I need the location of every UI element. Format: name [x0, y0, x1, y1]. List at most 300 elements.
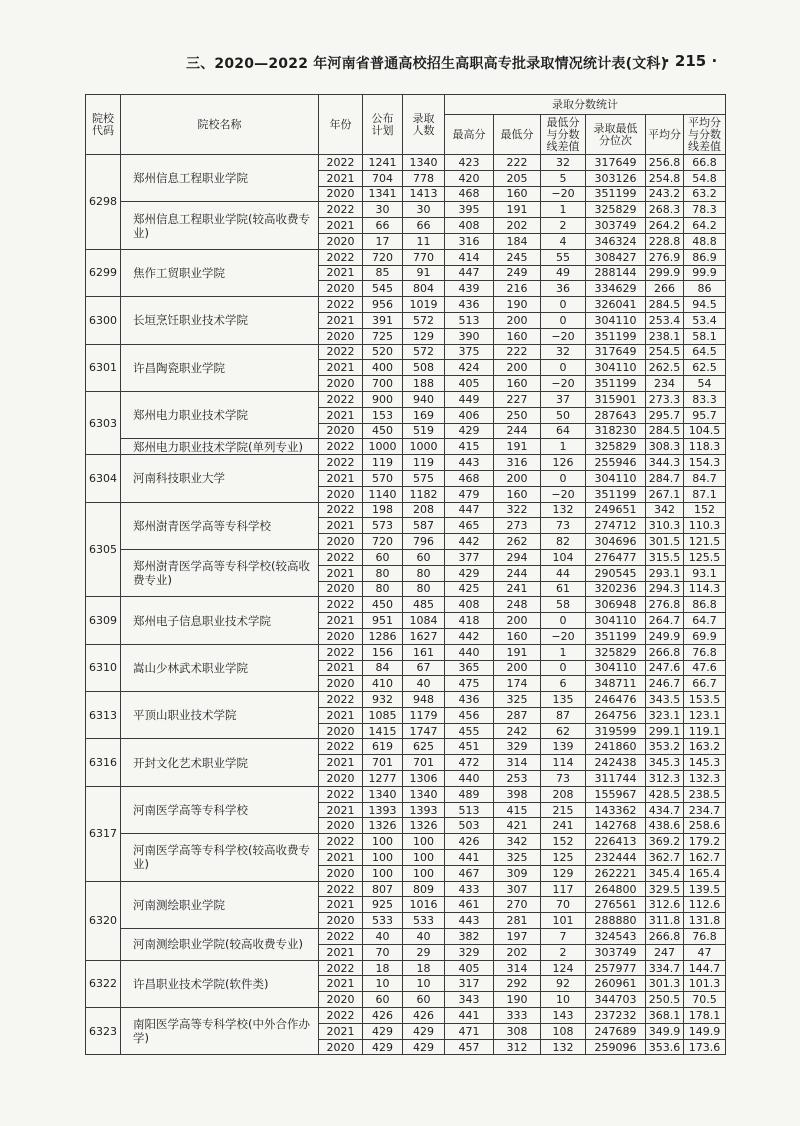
min-diff-cell: 108: [541, 1023, 586, 1039]
avg-diff-cell: 95.7: [684, 407, 726, 423]
year-cell: 2021: [319, 802, 363, 818]
min-score-cell: 262: [494, 534, 541, 550]
min-score-cell: 190: [494, 297, 541, 313]
min-diff-cell: 132: [541, 502, 586, 518]
min-rank-cell: 241860: [586, 739, 646, 755]
table-row: [86, 960, 726, 976]
admitted-cell: 169: [403, 407, 445, 423]
avg-diff-cell: 152: [684, 502, 726, 518]
min-rank-cell: 303126: [586, 170, 646, 186]
admitted-cell: 519: [403, 423, 445, 439]
min-score-cell: 174: [494, 676, 541, 692]
plan-cell: 10: [363, 976, 403, 992]
admitted-cell: 10: [403, 976, 445, 992]
avg-score-cell: 238.1: [646, 328, 684, 344]
institution-code: 6310: [86, 644, 121, 691]
min-score-cell: 200: [494, 470, 541, 486]
year-cell: 2022: [319, 1008, 363, 1024]
table-row: [86, 786, 726, 802]
avg-score-cell: 284.7: [646, 470, 684, 486]
avg-score-cell: 234: [646, 376, 684, 392]
plan-cell: 426: [363, 1008, 403, 1024]
max-score-cell: 418: [445, 613, 494, 629]
min-diff-cell: −20: [541, 376, 586, 392]
institution-code: 6300: [86, 297, 121, 344]
avg-diff-cell: 86.9: [684, 249, 726, 265]
avg-score-cell: 247: [646, 944, 684, 960]
min-score-cell: 316: [494, 455, 541, 471]
min-rank-cell: 232444: [586, 850, 646, 866]
year-cell: 2021: [319, 407, 363, 423]
admitted-cell: 29: [403, 944, 445, 960]
min-diff-cell: 152: [541, 834, 586, 850]
avg-diff-cell: 123.1: [684, 707, 726, 723]
avg-diff-cell: 84.7: [684, 470, 726, 486]
max-score-cell: 329: [445, 944, 494, 960]
admitted-cell: 1393: [403, 802, 445, 818]
min-rank-cell: 264756: [586, 707, 646, 723]
admitted-cell: 625: [403, 739, 445, 755]
min-score-cell: 314: [494, 960, 541, 976]
avg-diff-cell: 94.5: [684, 297, 726, 313]
min-score-cell: 227: [494, 391, 541, 407]
admitted-cell: 1084: [403, 613, 445, 629]
max-score-cell: 436: [445, 692, 494, 708]
institution-name: 河南医学高等专科学校: [121, 786, 319, 833]
avg-score-cell: 254.8: [646, 170, 684, 186]
avg-score-cell: 254.5: [646, 344, 684, 360]
min-rank-cell: 326041: [586, 297, 646, 313]
avg-diff-cell: 70.5: [684, 992, 726, 1008]
min-score-cell: 249: [494, 265, 541, 281]
min-score-cell: 329: [494, 739, 541, 755]
min-rank-cell: 346324: [586, 233, 646, 249]
avg-diff-cell: 162.7: [684, 850, 726, 866]
avg-diff-cell: 131.8: [684, 913, 726, 929]
min-rank-cell: 290545: [586, 565, 646, 581]
avg-diff-cell: 238.5: [684, 786, 726, 802]
plan-cell: 84: [363, 660, 403, 676]
min-score-cell: 160: [494, 328, 541, 344]
plan-cell: 66: [363, 218, 403, 234]
avg-score-cell: 273.3: [646, 391, 684, 407]
min-diff-cell: 87: [541, 707, 586, 723]
min-score-cell: 250: [494, 407, 541, 423]
admitted-cell: 426: [403, 1008, 445, 1024]
min-rank-cell: 318230: [586, 423, 646, 439]
avg-diff-cell: 64.5: [684, 344, 726, 360]
min-diff-cell: 124: [541, 960, 586, 976]
year-cell: 2020: [319, 676, 363, 692]
institution-code: 6309: [86, 597, 121, 644]
table-row: [86, 155, 726, 171]
max-score-cell: 375: [445, 344, 494, 360]
max-score-cell: 442: [445, 628, 494, 644]
institution-name: 郑州电力职业技术学院: [121, 391, 319, 438]
avg-score-cell: 247.6: [646, 660, 684, 676]
avg-score-cell: 266: [646, 281, 684, 297]
year-cell: 2022: [319, 834, 363, 850]
admitted-cell: 1340: [403, 786, 445, 802]
max-score-cell: 440: [445, 644, 494, 660]
min-rank-cell: 288144: [586, 265, 646, 281]
max-score-cell: 479: [445, 486, 494, 502]
year-cell: 2021: [319, 565, 363, 581]
min-score-cell: 202: [494, 944, 541, 960]
institution-code: 6322: [86, 960, 121, 1007]
max-score-cell: 465: [445, 518, 494, 534]
plan-cell: 1415: [363, 723, 403, 739]
year-cell: 2021: [319, 944, 363, 960]
admitted-cell: 161: [403, 644, 445, 660]
page-title: 三、2020—2022 年河南省普通高校招生高职高专批录取情况统计表(文科): [186, 56, 668, 72]
admitted-cell: 804: [403, 281, 445, 297]
table-row: [86, 644, 726, 660]
avg-diff-cell: 163.2: [684, 739, 726, 755]
avg-diff-cell: 66.7: [684, 676, 726, 692]
min-diff-cell: 0: [541, 470, 586, 486]
table-row: [86, 297, 726, 313]
min-diff-cell: 101: [541, 913, 586, 929]
max-score-cell: 503: [445, 818, 494, 834]
max-score-cell: 468: [445, 470, 494, 486]
min-score-cell: 184: [494, 233, 541, 249]
table-row: [86, 834, 726, 850]
avg-diff-cell: 99.9: [684, 265, 726, 281]
min-score-cell: 253: [494, 771, 541, 787]
plan-cell: 720: [363, 249, 403, 265]
min-rank-cell: 308427: [586, 249, 646, 265]
year-cell: 2021: [319, 707, 363, 723]
min-diff-cell: 139: [541, 739, 586, 755]
max-score-cell: 449: [445, 391, 494, 407]
min-rank-cell: 320236: [586, 581, 646, 597]
min-diff-cell: 0: [541, 297, 586, 313]
plan-cell: 18: [363, 960, 403, 976]
max-score-cell: 472: [445, 755, 494, 771]
min-rank-cell: 344703: [586, 992, 646, 1008]
min-rank-cell: 246476: [586, 692, 646, 708]
min-rank-cell: 304696: [586, 534, 646, 550]
min-score-cell: 415: [494, 802, 541, 818]
plan-cell: 156: [363, 644, 403, 660]
min-diff-cell: 64: [541, 423, 586, 439]
year-cell: 2021: [319, 218, 363, 234]
avg-score-cell: 294.3: [646, 581, 684, 597]
min-diff-cell: 0: [541, 360, 586, 376]
min-diff-cell: 6: [541, 676, 586, 692]
min-diff-cell: 55: [541, 249, 586, 265]
plan-cell: 520: [363, 344, 403, 360]
min-score-cell: 325: [494, 850, 541, 866]
plan-cell: 1000: [363, 439, 403, 455]
min-diff-cell: 132: [541, 1039, 586, 1055]
plan-cell: 1277: [363, 771, 403, 787]
avg-score-cell: 315.5: [646, 549, 684, 565]
admitted-cell: 701: [403, 755, 445, 771]
min-score-cell: 200: [494, 660, 541, 676]
min-score-cell: 191: [494, 202, 541, 218]
avg-diff-cell: 54: [684, 376, 726, 392]
year-cell: 2022: [319, 549, 363, 565]
min-score-cell: 322: [494, 502, 541, 518]
min-rank-cell: 143362: [586, 802, 646, 818]
max-score-cell: 436: [445, 297, 494, 313]
min-rank-cell: 276477: [586, 549, 646, 565]
avg-diff-cell: 173.6: [684, 1039, 726, 1055]
min-rank-cell: 351199: [586, 628, 646, 644]
admitted-cell: 1326: [403, 818, 445, 834]
avg-diff-cell: 64.7: [684, 613, 726, 629]
max-score-cell: 420: [445, 170, 494, 186]
header-max-score: 最高分: [445, 115, 494, 155]
year-cell: 2020: [319, 233, 363, 249]
max-score-cell: 475: [445, 676, 494, 692]
plan-cell: 80: [363, 581, 403, 597]
plan-cell: 1326: [363, 818, 403, 834]
min-rank-cell: 325829: [586, 202, 646, 218]
table-row: [86, 455, 726, 471]
plan-cell: 1341: [363, 186, 403, 202]
min-rank-cell: 319599: [586, 723, 646, 739]
table-row: [86, 344, 726, 360]
admitted-cell: 80: [403, 565, 445, 581]
admitted-cell: 429: [403, 1023, 445, 1039]
institution-name: 郑州信息工程职业学院(较高收费专业): [121, 202, 319, 249]
admitted-cell: 1182: [403, 486, 445, 502]
min-diff-cell: 117: [541, 881, 586, 897]
admitted-cell: 485: [403, 597, 445, 613]
min-diff-cell: 135: [541, 692, 586, 708]
min-score-cell: 309: [494, 865, 541, 881]
avg-diff-cell: 165.4: [684, 865, 726, 881]
admitted-cell: 1413: [403, 186, 445, 202]
plan-cell: 80: [363, 565, 403, 581]
max-score-cell: 415: [445, 439, 494, 455]
table-row: [86, 692, 726, 708]
institution-code: 6313: [86, 692, 121, 739]
min-diff-cell: 70: [541, 897, 586, 913]
avg-score-cell: 353.6: [646, 1039, 684, 1055]
min-diff-cell: 5: [541, 170, 586, 186]
max-score-cell: 455: [445, 723, 494, 739]
min-diff-cell: 2: [541, 944, 586, 960]
year-cell: 2020: [319, 1039, 363, 1055]
avg-diff-cell: 149.9: [684, 1023, 726, 1039]
admitted-cell: 533: [403, 913, 445, 929]
year-cell: 2020: [319, 186, 363, 202]
avg-score-cell: 264.2: [646, 218, 684, 234]
max-score-cell: 408: [445, 218, 494, 234]
min-score-cell: 191: [494, 439, 541, 455]
admitted-cell: 119: [403, 455, 445, 471]
admitted-cell: 100: [403, 865, 445, 881]
avg-score-cell: 362.7: [646, 850, 684, 866]
min-rank-cell: 348711: [586, 676, 646, 692]
min-score-cell: 292: [494, 976, 541, 992]
min-score-cell: 248: [494, 597, 541, 613]
year-cell: 2020: [319, 992, 363, 1008]
max-score-cell: 467: [445, 865, 494, 881]
admitted-cell: 940: [403, 391, 445, 407]
table-row: [86, 549, 726, 565]
admitted-cell: 30: [403, 202, 445, 218]
min-diff-cell: 208: [541, 786, 586, 802]
avg-diff-cell: 258.6: [684, 818, 726, 834]
min-diff-cell: 126: [541, 455, 586, 471]
year-cell: 2020: [319, 581, 363, 597]
year-cell: 2020: [319, 818, 363, 834]
avg-diff-cell: 125.5: [684, 549, 726, 565]
plan-cell: 1286: [363, 628, 403, 644]
min-score-cell: 287: [494, 707, 541, 723]
min-diff-cell: 241: [541, 818, 586, 834]
admitted-cell: 208: [403, 502, 445, 518]
avg-diff-cell: 234.7: [684, 802, 726, 818]
min-rank-cell: 304110: [586, 660, 646, 676]
institution-code: 6299: [86, 249, 121, 296]
avg-diff-cell: 139.5: [684, 881, 726, 897]
plan-cell: 153: [363, 407, 403, 423]
year-cell: 2022: [319, 597, 363, 613]
admitted-cell: 575: [403, 470, 445, 486]
max-score-cell: 377: [445, 549, 494, 565]
year-cell: 2022: [319, 297, 363, 313]
plan-cell: 410: [363, 676, 403, 692]
plan-cell: 619: [363, 739, 403, 755]
min-score-cell: 190: [494, 992, 541, 1008]
table-row: [86, 391, 726, 407]
min-score-cell: 325: [494, 692, 541, 708]
min-score-cell: 222: [494, 155, 541, 171]
admitted-cell: 11: [403, 233, 445, 249]
admitted-cell: 1016: [403, 897, 445, 913]
min-rank-cell: 317649: [586, 155, 646, 171]
avg-score-cell: 276.9: [646, 249, 684, 265]
min-score-cell: 312: [494, 1039, 541, 1055]
year-cell: 2022: [319, 202, 363, 218]
avg-score-cell: 295.7: [646, 407, 684, 423]
plan-cell: 573: [363, 518, 403, 534]
min-rank-cell: 351199: [586, 328, 646, 344]
plan-cell: 100: [363, 834, 403, 850]
avg-diff-cell: 83.3: [684, 391, 726, 407]
avg-score-cell: 243.2: [646, 186, 684, 202]
institution-name: 许昌陶瓷职业学院: [121, 344, 319, 391]
plan-cell: 700: [363, 376, 403, 392]
min-diff-cell: 104: [541, 549, 586, 565]
min-rank-cell: 351199: [586, 376, 646, 392]
institution-name: 河南测绘职业学院: [121, 881, 319, 928]
year-cell: 2021: [319, 265, 363, 281]
min-score-cell: 202: [494, 218, 541, 234]
avg-diff-cell: 144.7: [684, 960, 726, 976]
min-score-cell: 205: [494, 170, 541, 186]
min-score-cell: 160: [494, 628, 541, 644]
admitted-cell: 91: [403, 265, 445, 281]
min-rank-cell: 242438: [586, 755, 646, 771]
min-score-cell: 244: [494, 565, 541, 581]
institution-name: 郑州电子信息职业技术学院: [121, 597, 319, 644]
max-score-cell: 439: [445, 281, 494, 297]
institution-code: 6305: [86, 502, 121, 597]
admitted-cell: 796: [403, 534, 445, 550]
avg-diff-cell: 62.5: [684, 360, 726, 376]
min-diff-cell: 0: [541, 660, 586, 676]
max-score-cell: 414: [445, 249, 494, 265]
plan-cell: 570: [363, 470, 403, 486]
year-cell: 2021: [319, 850, 363, 866]
min-rank-cell: 276561: [586, 897, 646, 913]
admitted-cell: 67: [403, 660, 445, 676]
year-cell: 2022: [319, 644, 363, 660]
year-cell: 2021: [319, 660, 363, 676]
min-diff-cell: 36: [541, 281, 586, 297]
year-cell: 2020: [319, 865, 363, 881]
max-score-cell: 424: [445, 360, 494, 376]
table-row: [86, 597, 726, 613]
year-cell: 2020: [319, 328, 363, 344]
institution-name: 平顶山职业技术学院: [121, 692, 319, 739]
avg-diff-cell: 76.8: [684, 929, 726, 945]
min-score-cell: 191: [494, 644, 541, 660]
year-cell: 2020: [319, 534, 363, 550]
min-score-cell: 270: [494, 897, 541, 913]
admitted-cell: 40: [403, 676, 445, 692]
year-cell: 2021: [319, 312, 363, 328]
min-score-cell: 308: [494, 1023, 541, 1039]
max-score-cell: 405: [445, 960, 494, 976]
year-cell: 2020: [319, 723, 363, 739]
avg-score-cell: 284.5: [646, 423, 684, 439]
min-rank-cell: 304110: [586, 360, 646, 376]
min-diff-cell: 114: [541, 755, 586, 771]
year-cell: 2021: [319, 518, 363, 534]
max-score-cell: 441: [445, 1008, 494, 1024]
page-number: · 215 ·: [664, 52, 718, 70]
avg-diff-cell: 53.4: [684, 312, 726, 328]
institution-name: 开封文化艺术职业学院: [121, 739, 319, 786]
min-rank-cell: 303749: [586, 944, 646, 960]
min-diff-cell: 215: [541, 802, 586, 818]
institution-code: 6316: [86, 739, 121, 786]
max-score-cell: 443: [445, 455, 494, 471]
max-score-cell: 406: [445, 407, 494, 423]
admitted-cell: 40: [403, 929, 445, 945]
table-row: [86, 881, 726, 897]
min-diff-cell: 61: [541, 581, 586, 597]
avg-score-cell: 345.4: [646, 865, 684, 881]
institution-name: 郑州电力职业技术学院(单列专业): [121, 439, 319, 455]
institution-name: 郑州澍青医学高等专科学校: [121, 502, 319, 549]
year-cell: 2022: [319, 692, 363, 708]
year-cell: 2020: [319, 281, 363, 297]
min-rank-cell: 237232: [586, 1008, 646, 1024]
min-rank-cell: 247689: [586, 1023, 646, 1039]
max-score-cell: 425: [445, 581, 494, 597]
min-rank-cell: 317649: [586, 344, 646, 360]
admitted-cell: 572: [403, 344, 445, 360]
min-diff-cell: 1: [541, 644, 586, 660]
avg-score-cell: 276.8: [646, 597, 684, 613]
plan-cell: 429: [363, 1023, 403, 1039]
admitted-cell: 778: [403, 170, 445, 186]
plan-cell: 720: [363, 534, 403, 550]
admitted-cell: 1747: [403, 723, 445, 739]
avg-score-cell: 299.1: [646, 723, 684, 739]
avg-diff-cell: 78.3: [684, 202, 726, 218]
min-diff-cell: 82: [541, 534, 586, 550]
